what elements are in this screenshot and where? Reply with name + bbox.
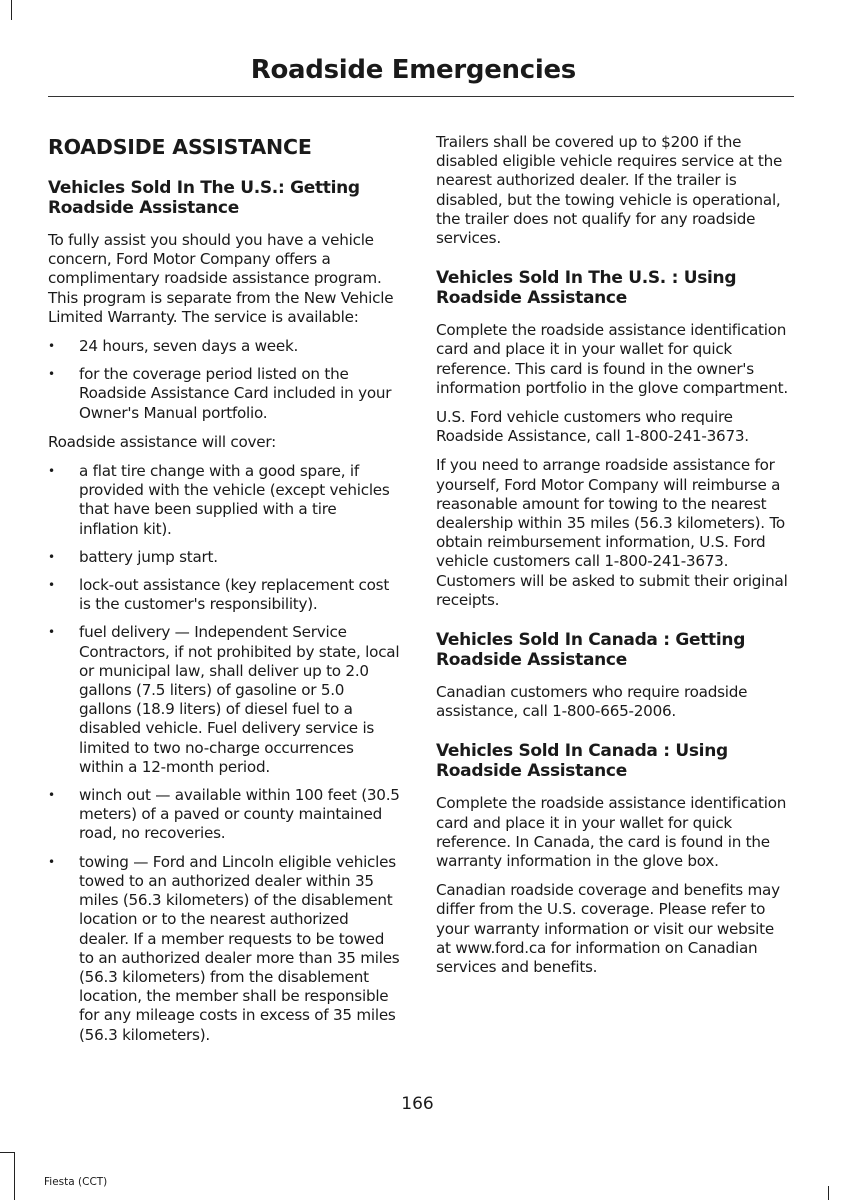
section-title: ROADSIDE ASSISTANCE (48, 135, 312, 159)
canada-coverage-paragraph: Canadian roadside coverage and benefits may differ from the U.S. coverage. Please refer to your warranty information or visit our website at www.ford.ca for information on Canadian services and benefits. (436, 881, 780, 977)
subheading-canada-getting: Vehicles Sold In Canada : Getting Roadside Assistance (436, 630, 746, 671)
bullet-icon: • (48, 464, 55, 479)
trailers-paragraph: Trailers shall be covered up to $200 if the disabled eligible vehicle requires service at the nearest authorized dealer. If the trailer is disabled, but the towing vehicle is operational, the trailer does not qualify for any roadside services. (436, 133, 783, 248)
header-divider (48, 96, 794, 97)
crop-mark-top-left (11, 0, 12, 20)
bullet-icon: • (48, 854, 55, 869)
list-item: • 24 hours, seven days a week. (48, 337, 299, 356)
canada-call-paragraph: Canadian customers who require roadside assistance, call 1-800-665-2006. (436, 683, 748, 721)
bullet-icon: • (48, 549, 55, 564)
page-number: 166 (401, 1094, 434, 1114)
crop-mark-bottom-left-horizontal (0, 1152, 14, 1153)
list-item: • battery jump start. (48, 547, 218, 566)
left-column (48, 128, 400, 1055)
bullet-icon: • (48, 367, 55, 382)
crop-mark-bottom-right (828, 1186, 829, 1200)
coverage-lead: Roadside assistance will cover: (48, 432, 276, 451)
right-column (436, 133, 788, 987)
list-item: • fuel delivery — Independent Service Contractors, if not prohibited by state, local or municipal law, shall deliver up to 2.0 gallons (7.5 liters) of gasoline or 5.0 gallons (18.9 liters) of diesel fuel to a disabled vehicle. Fuel delivery service is limited to two no-charge occurrences within a 12-month period. (48, 623, 400, 776)
bullet-icon: • (48, 788, 55, 803)
list-item: • towing — Ford and Lincoln eligible vehicles towed to an authorized dealer within 35 miles (56.3 kilometers) of the disablement location or to the nearest authorized dealer. If a member requests to be towed to an authorized dealer more than 35 miles (56.3 kilometers) from the disablement location, the member shall be responsible for any mileage costs in excess of 35 miles (56.3 kilometers). (48, 852, 400, 1044)
bullet-icon: • (48, 578, 55, 593)
us-card-paragraph: Complete the roadside assistance identification card and place it in your wallet for quick reference. This card is found in the owner's information portfolio in the glove compartment. (436, 321, 788, 397)
list-item: • for the coverage period listed on the Roadside Assistance Card included in your Owner's Manual portfolio. (48, 365, 392, 422)
list-item: • a flat tire change with a good spare, if provided with the vehicle (except vehicles that have been supplied with a tire inflation kit). (48, 462, 390, 538)
crop-mark-bottom-left-vertical (14, 1152, 15, 1200)
list-item: • winch out — available within 100 feet (30.5 meters) of a paved or county maintained road, no recoveries. (48, 786, 400, 843)
page-title: Roadside Emergencies (250, 55, 576, 85)
us-reimburse-paragraph: If you need to arrange roadside assistance for yourself, Ford Motor Company will reimburse a reasonable amount for towing to the nearest dealership within 35 miles (56.3 kilometers). To obtain reimbursement information, U.S. Ford vehicle customers call 1-800-241-3673. Customers will be asked to submit their original receipts. (436, 456, 788, 609)
subheading-us-getting: Vehicles Sold In The U.S.: Getting Roadside Assistance (48, 178, 360, 218)
bullet-icon: • (48, 339, 55, 354)
canada-card-paragraph: Complete the roadside assistance identification card and place it in your wallet for quick reference. In Canada, the card is found in the warranty information in the glove box. (436, 794, 787, 871)
footer-model-label: Fiesta (CCT) (44, 1176, 108, 1188)
subheading-us-using: Vehicles Sold In The U.S. : Using Roadside Assistance (436, 268, 737, 309)
subheading-canada-using: Vehicles Sold In Canada : Using Roadside Assistance (436, 741, 728, 782)
coverage-list (48, 462, 400, 1045)
list-item: • lock-out assistance (key replacement cost is the customer's responsibility). (48, 576, 390, 614)
intro-paragraph: To fully assist you should you have a vehicle concern, Ford Motor Company offers a complimentary roadside assistance program. This program is separate from the New Vehicle Limited Warranty. The service is available: (48, 231, 394, 326)
bullet-icon: • (48, 625, 55, 640)
availability-list (48, 337, 400, 423)
us-call-paragraph: U.S. Ford vehicle customers who require Roadside Assistance, call 1-800-241-3673. (436, 408, 749, 446)
